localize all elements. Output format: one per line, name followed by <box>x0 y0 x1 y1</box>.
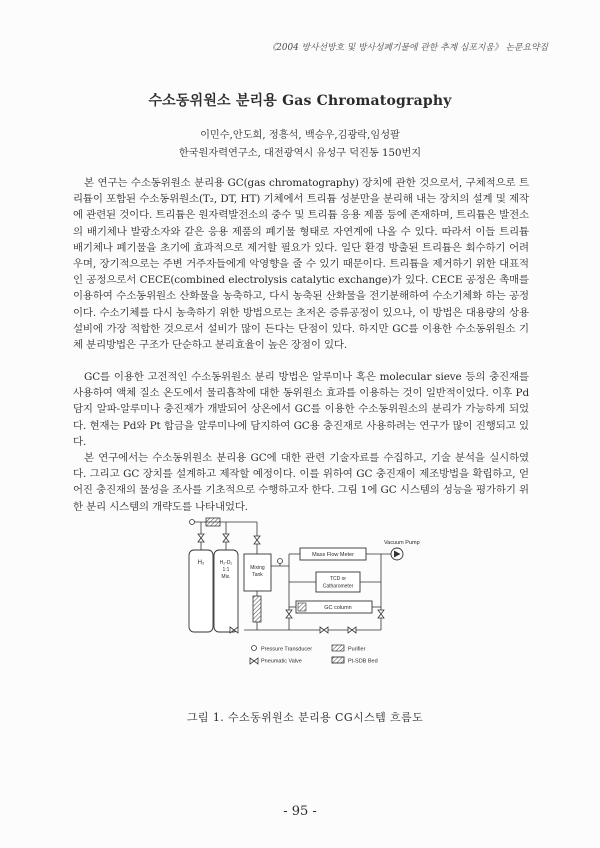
proceedings-header: 《2004 방사선방호 및 방사성폐기물에 관한 추계 심포지움》 논문요약집 <box>267 43 548 53</box>
legend-pt-sdb-bed-label: Pt-SDB Bed <box>348 658 378 665</box>
legend-pneumatic-valve-label: Pneumatic Valve <box>261 658 302 665</box>
pneumatic-valve-icon <box>223 534 229 542</box>
pressure-transducer-icon <box>190 520 195 525</box>
pneumatic-valve-icon <box>348 627 356 633</box>
body-paragraph-1: 본 연구는 수소동위원소 분리용 GC(gas chromatography) 장치에 관한 것으로서, 구체적으로 트리튬이 포함된 수소동위원소(T₂, DT, HT) 기체에서 트리튬 성분만을 분리해 내는 장치의 설계 및 제작에 관련된 것이다. 트리튬은 원자력발전소의 중수 및 트리튬 응용 제품 등에 존재하며, 트리튬은 발전소의 배기체나 발광소자와 같은 응용 제품의 폐기물 형태로 자연계에 나올 수 있다. 따라서 이들 트리튬 배기체나 폐기물을 초기에 효과적으로 제거할 필요가 있다. 일단 환경 방출된 트리튬은 회수하기 어려우며, 장기적으로는 주변 거주자들에게 악영향을 줄 수 있기 때문이다. 트리튬을 제거하기 위한 대표적인 공정으로서 CECE(combined electrolysis catalytic exchange)가 있다. CECE 공정은 촉매를 이용하여 수소동위원소 산화물을 농축하고, 다시 농축된 산화물을 전기분해하여 수소기체화 하는 공정이다. 수소기체를 다시 농축하기 위한 방법으로는 초저온 증류공정이 있으나, 이 방법은 대용량의 상용 설비에 가장 적합한 것으로서 설비가 많이 든다는 단점이 있다. 하지만 GC를 이용한 수소동위원소 기체 분리방법은 구조가 단순하고 분리효율이 높은 장점이 있다. <box>73 177 529 352</box>
mixing-tank-label-1: Mixing <box>250 565 265 571</box>
tcd-label-1: TCD or <box>329 576 347 582</box>
gc-column-packing <box>298 603 306 611</box>
pneumatic-valve-icon <box>254 536 260 544</box>
mix-cylinder-label-3: Mix. <box>221 574 231 580</box>
gc-system-diagram <box>184 514 434 670</box>
pneumatic-valve-icon <box>378 610 384 618</box>
mix-cylinder-label-2: 1:1 <box>222 567 230 573</box>
legend-pressure-transducer-icon <box>252 646 257 651</box>
mix-cylinder-label-1: H₂-D₂ <box>219 560 233 566</box>
legend-purifier-label: Purifier <box>348 646 366 653</box>
legend-pressure-transducer-label: Pressure Transducer <box>261 646 313 653</box>
author-affiliation: 한국원자력연구소, 대전광역시 유성구 덕진동 150번지 <box>178 148 422 159</box>
pneumatic-valve-icon <box>286 610 292 618</box>
h2-cylinder-label: H₂ <box>197 560 205 566</box>
legend-pt-sdb-bed-icon <box>332 657 344 663</box>
pneumatic-valve-icon <box>320 627 328 633</box>
legend-pneumatic-valve-icon <box>250 658 258 664</box>
pt-sdb-bed <box>253 596 261 622</box>
diagram-legend <box>250 645 378 665</box>
author-list: 이민수,안도희, 정흥석, 백승우,김광락,임성팔 <box>200 130 400 141</box>
gc-column-label: GC column <box>324 605 352 611</box>
vacuum-pump-label: Vacuum Pump <box>384 540 420 546</box>
figure-caption: 그림 1. 수소동위원소 분리용 CG시스템 흐름도 <box>186 711 424 724</box>
tcd-label-2: Catharometer <box>322 583 354 590</box>
pressure-transducer-icon <box>278 559 283 564</box>
purifier-unit <box>206 518 220 526</box>
mixing-tank-label-2: Tank <box>252 572 263 578</box>
paper-title: 수소동위원소 분리용 Gas Chromatography <box>148 93 452 109</box>
legend-purifier-icon <box>332 645 344 651</box>
pneumatic-valve-icon <box>198 534 204 542</box>
body-paragraph-3: 본 연구에서는 수소동위원소 분리용 GC에 대한 관련 기술자료를 수집하고, 기술 분석을 실시하였다. 그리고 GC 장치를 설계하고 제작할 예정이다. 이를 위하여 GC 충진재이 제조방법을 확립하고, 얻어진 충진재의 물성을 조사를 기초적으로 수행하고자 한다. 그림 1에 GC 시스템의 성능을 평가하기 위한 분리 시스템의 개략도를 나타내었다. <box>73 452 529 513</box>
body-paragraph-2: GC를 이용한 고전적인 수소동위원소 분리 방법은 알루미나 혹은 molecular sieve 등의 충진재를 사용하여 액체 질소 온도에서 물리흡착에 대한 동위원소 효과를 이용하는 것이 일반적이었다. 이후 Pd 담지 알파-알루미나 충진재가 개발되어 상온에서 GC를 이용한 수소동위원소의 분리가 가능하게 되었다. 현재는 Pd와 Pt 합금을 알루미나에 담지하여 GC용 충진재로 사용하려는 연구가 많이 진행되고 있다. <box>73 371 529 448</box>
page-number: - 95 - <box>283 804 317 819</box>
mass-flow-meter-label: Mass Flow Meter <box>312 552 354 558</box>
